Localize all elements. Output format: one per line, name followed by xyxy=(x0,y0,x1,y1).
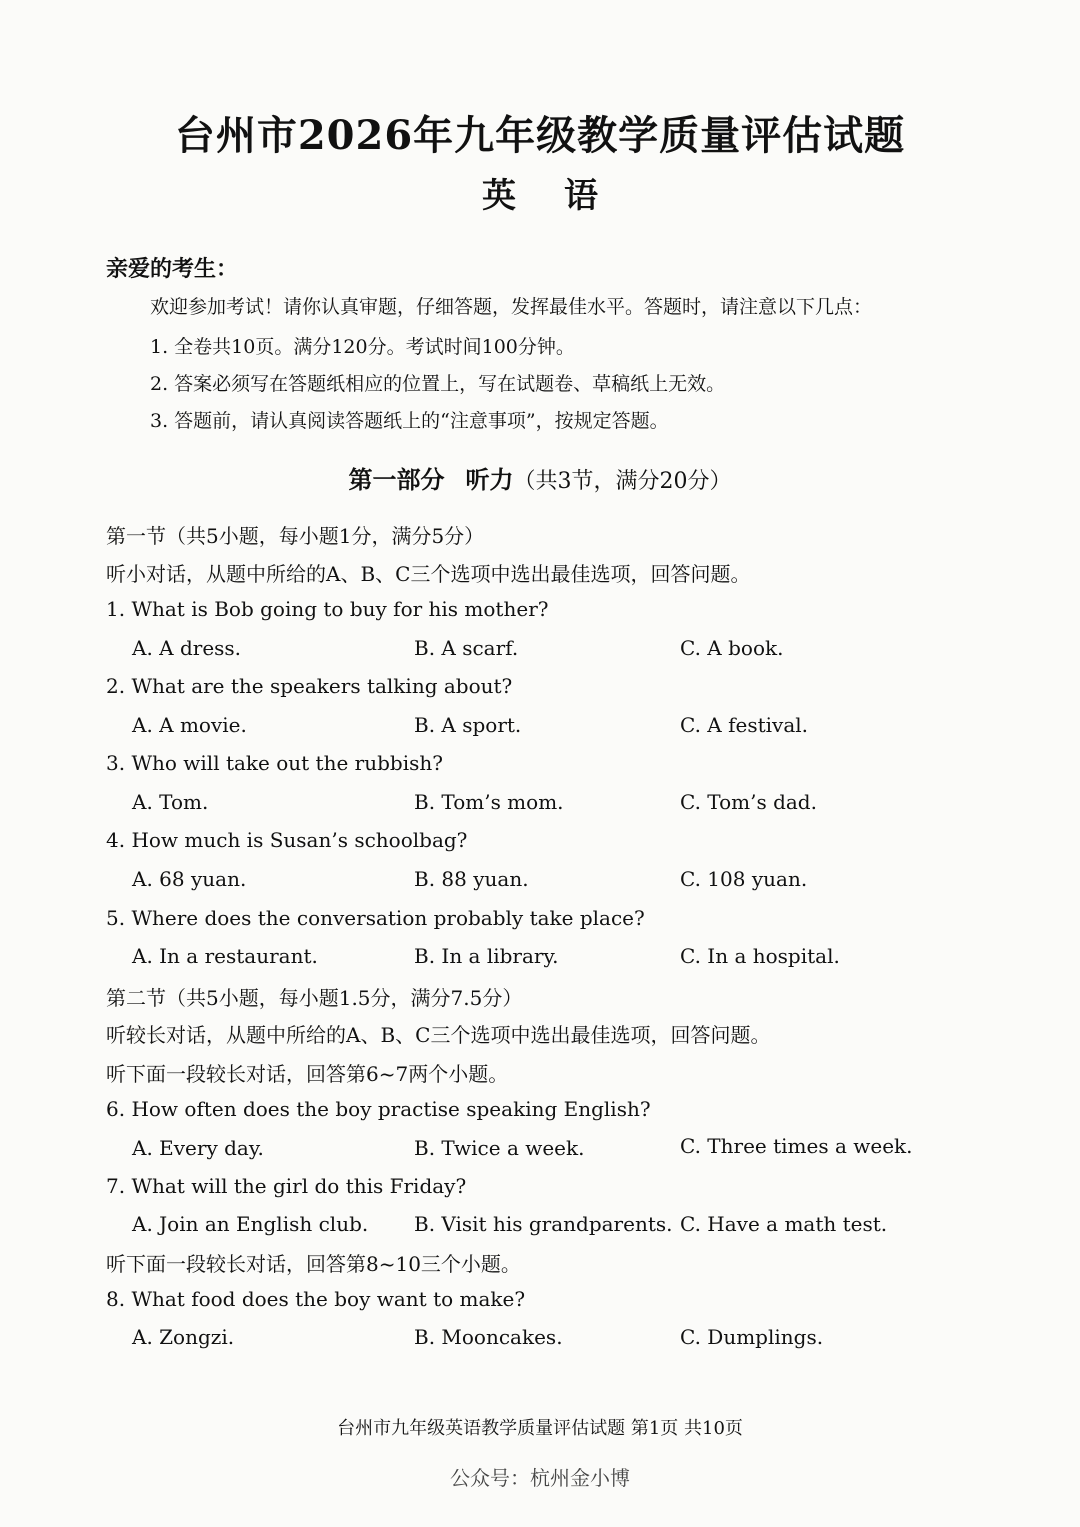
question-2: 2. What are the speakers talking about? xyxy=(106,674,513,698)
question-8-option-b: B. Mooncakes. xyxy=(414,1325,563,1349)
subject-title xyxy=(0,168,1080,217)
exam-title: 台州市2026年九年级教学质量评估试题 xyxy=(174,112,906,159)
question-5-option-a: A. In a restaurant. xyxy=(132,944,318,968)
part-note: （共3节，满分20分） xyxy=(513,469,732,494)
part-heading xyxy=(0,460,1080,495)
question-2-option-b: B. A sport. xyxy=(414,713,522,737)
part-title: 听力 xyxy=(465,465,514,494)
subject-char-2: 语 xyxy=(564,176,598,216)
watermark-text: 公众号：杭州金小博 xyxy=(450,1466,630,1490)
question-6-option-a: A. Every day. xyxy=(132,1136,264,1160)
section2-heading: 第二节（共5小题，每小题1.5分，满分7.5分） xyxy=(106,986,523,1010)
section2-instruction: 听较长对话，从题中所给的A、B、C三个选项中选出最佳选项，回答问题。 xyxy=(106,1023,771,1047)
question-7-option-a: A. Join an English club. xyxy=(132,1212,369,1236)
question-8-option-c: C. Dumplings. xyxy=(680,1325,824,1349)
page-footer: 台州市九年级英语教学质量评估试题 第1页 共10页 xyxy=(337,1418,743,1439)
question-4-option-a: A. 68 yuan. xyxy=(132,867,247,891)
question-3: 3. Who will take out the rubbish? xyxy=(106,751,443,775)
question-3-option-b: B. Tom’s mom. xyxy=(414,790,564,814)
question-5: 5. Where does the conversation probably take place? xyxy=(106,906,645,930)
notice-point-1: 1. 全卷共10页。满分120分。考试时间100分钟。 xyxy=(150,336,575,358)
question-3-option-a: A. Tom. xyxy=(132,790,209,814)
section2-group-1: 听下面一段较长对话，回答第6~7两个小题。 xyxy=(106,1062,509,1086)
question-8: 8. What food does the boy want to make? xyxy=(106,1287,526,1311)
notice-intro: 欢迎参加考试！请你认真审题，仔细答题，发挥最佳水平。答题时，请注意以下几点： xyxy=(150,296,873,318)
notice-point-2: 2. 答案必须写在答题纸相应的位置上，写在试题卷、草稿纸上无效。 xyxy=(150,373,726,395)
question-6-option-b: B. Twice a week. xyxy=(414,1136,585,1160)
question-5-option-c: C. In a hospital. xyxy=(680,944,840,968)
section1-heading: 第一节（共5小题，每小题1分，满分5分） xyxy=(106,524,485,548)
question-3-option-c: C. Tom’s dad. xyxy=(680,790,817,814)
part-name: 第一部分 xyxy=(348,465,445,494)
question-5-option-b: B. In a library. xyxy=(414,944,559,968)
question-4-option-b: B. 88 yuan. xyxy=(414,867,529,891)
question-4-option-c: C. 108 yuan. xyxy=(680,867,808,891)
question-1-option-a: A. A dress. xyxy=(132,636,242,660)
question-6-option-c: C. Three times a week. xyxy=(680,1134,913,1158)
question-2-option-a: A. A movie. xyxy=(132,713,247,737)
question-7: 7. What will the girl do this Friday? xyxy=(106,1174,467,1198)
question-1-option-b: B. A scarf. xyxy=(414,636,519,660)
question-8-option-a: A. Zongzi. xyxy=(132,1325,235,1349)
question-7-option-c: C. Have a math test. xyxy=(680,1212,888,1236)
question-1-option-c: C. A book. xyxy=(680,636,784,660)
question-1: 1. What is Bob going to buy for his mother? xyxy=(106,597,549,621)
subject-char-1: 英 xyxy=(482,176,516,216)
question-2-option-c: C. A festival. xyxy=(680,713,809,737)
question-6: 6. How often does the boy practise speaking English? xyxy=(106,1097,651,1121)
notice-point-3: 3. 答题前，请认真阅读答题纸上的“注意事项”，按规定答题。 xyxy=(150,410,669,432)
question-4: 4. How much is Susan’s schoolbag? xyxy=(106,828,468,852)
greeting: 亲爱的考生： xyxy=(106,256,239,282)
section1-instruction: 听小对话，从题中所给的A、B、C三个选项中选出最佳选项，回答问题。 xyxy=(106,562,751,586)
section2-group-2: 听下面一段较长对话，回答第8~10三个小题。 xyxy=(106,1252,521,1276)
question-7-option-b: B. Visit his grandparents. xyxy=(414,1212,673,1236)
